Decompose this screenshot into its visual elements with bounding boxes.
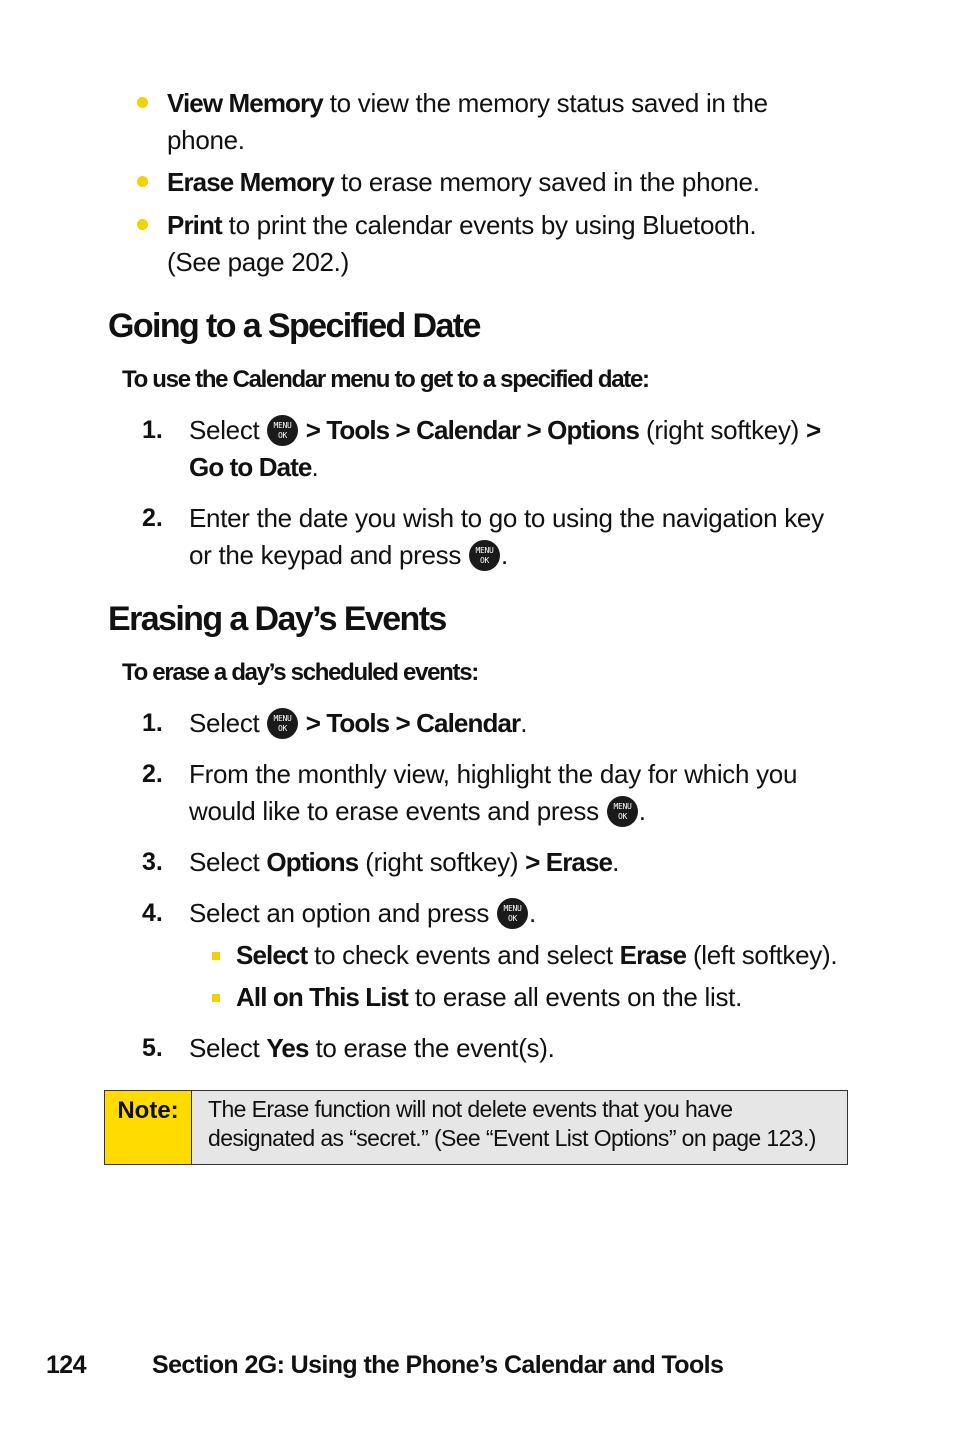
sub-bullet-all-on-list [236, 979, 742, 1016]
menu-ok-key-icon [267, 708, 298, 739]
step-number: 4. [142, 899, 163, 927]
menu-path-tools: Tools [326, 708, 390, 738]
step-line: or the keypad and press [189, 540, 468, 570]
sub-bullet-text: (left softkey). [686, 940, 838, 970]
bullet-text: to erase memory saved in the phone. [333, 167, 760, 197]
step-text [189, 844, 619, 881]
step-word: Select an option and press [189, 898, 496, 928]
bullet-text: to print the calendar events by using Bluetooth. [221, 210, 757, 240]
separator: > [805, 415, 821, 445]
separator: > [299, 708, 327, 738]
svg-text:MENU: MENU [273, 714, 292, 723]
svg-text:MENU: MENU [503, 904, 522, 913]
step-word: (right softkey) [358, 847, 526, 877]
bullet-erase-memory [167, 164, 760, 201]
svg-text:OK: OK [507, 914, 518, 923]
footer-section-title: Section 2G: Using the Phone’s Calendar and Tools [152, 1351, 724, 1379]
menu-path-options: Options [266, 847, 359, 877]
step-text [189, 500, 824, 574]
menu-ok-key-icon [607, 796, 638, 827]
section-heading-erasing-events: Erasing a Day’s Events [108, 600, 446, 638]
step-end: . [612, 847, 620, 877]
bullet-dot [137, 219, 148, 230]
bullet-print [167, 207, 756, 281]
svg-text:MENU: MENU [273, 421, 292, 430]
page-number: 124 [46, 1351, 86, 1379]
bullet-dot [137, 176, 148, 187]
svg-text:MENU: MENU [475, 546, 494, 555]
menu-ok-key-icon [267, 415, 298, 446]
separator: > [389, 415, 417, 445]
bullet-text-cont: phone. [167, 125, 245, 155]
svg-text:MENU: MENU [613, 802, 632, 811]
step-word: Select [189, 415, 267, 445]
step-text [189, 895, 536, 932]
sub-bullet-square [212, 952, 220, 960]
step-line: From the monthly view, highlight the day for which you [189, 759, 798, 789]
bullet-dot [137, 97, 148, 108]
note-label: Note: [105, 1091, 192, 1164]
sub-bullet-text: to check events and select [307, 940, 620, 970]
step-word: Select [189, 847, 267, 877]
separator: > [520, 415, 548, 445]
step-line: would like to erase events and press [189, 796, 606, 826]
step-end: . [529, 898, 536, 928]
option-yes: Yes [266, 1033, 309, 1063]
step-line: Enter the date you wish to go to using the navigation key [189, 503, 824, 533]
separator: > [389, 708, 417, 738]
step-word: Select [189, 1033, 267, 1063]
sub-bullet-term: Erase [619, 940, 687, 970]
menu-path-options: Options [547, 415, 640, 445]
step-text [189, 1030, 555, 1067]
sub-bullet-term: All on This List [236, 982, 408, 1012]
step-number: 5. [142, 1034, 163, 1062]
sub-bullet-select [236, 937, 837, 974]
note-line: designated as “secret.” (See “Event List Options” on page 123.) [208, 1125, 816, 1151]
note-box [104, 1090, 848, 1165]
section-heading-goto-date: Going to a Specified Date [108, 307, 480, 345]
menu-ok-key-icon [497, 898, 528, 929]
step-number: 1. [142, 709, 163, 737]
step-end: . [500, 540, 508, 570]
step-word: Select [189, 708, 267, 738]
svg-text:OK: OK [617, 812, 627, 821]
step-number: 3. [142, 848, 163, 876]
menu-path-goto-date: Go to Date [189, 452, 312, 482]
bullet-term: Erase Memory [167, 167, 334, 197]
sub-bullet-term: Select [236, 940, 308, 970]
step-end: . [520, 708, 528, 738]
step-number: 2. [142, 504, 163, 532]
step-end: to erase the event(s). [308, 1033, 555, 1063]
bullet-term: View Memory [167, 88, 323, 118]
menu-path-tools: Tools [326, 415, 390, 445]
step-number: 1. [142, 416, 163, 444]
step-end: . [311, 452, 319, 482]
sub-bullet-text: to erase all events on the list. [407, 982, 743, 1012]
note-text [208, 1095, 838, 1153]
step-text [189, 756, 797, 830]
bullet-term: Print [167, 210, 222, 240]
step-end: . [638, 796, 646, 826]
menu-ok-key-icon [469, 540, 500, 571]
bullet-view-memory [167, 85, 768, 159]
step-text [189, 705, 527, 742]
svg-text:OK: OK [278, 724, 288, 733]
svg-text:OK: OK [479, 556, 490, 565]
note-line: The Erase function will not delete events that you have [208, 1096, 733, 1122]
step-word: (right softkey) [639, 415, 806, 445]
menu-path-erase: Erase [545, 847, 613, 877]
bullet-text: to view the memory status saved in the [322, 88, 768, 118]
step-text [189, 412, 820, 486]
menu-path-calendar: Calendar [416, 415, 521, 445]
separator: > [299, 415, 327, 445]
sub-bullet-square [212, 994, 220, 1002]
bullet-text-cont: (See page 202.) [167, 247, 349, 277]
menu-path-calendar: Calendar [416, 708, 521, 738]
section-intro: To use the Calendar menu to get to a specified date: [122, 366, 649, 393]
section-intro: To erase a day’s scheduled events: [122, 659, 478, 686]
separator: > [525, 847, 546, 877]
svg-text:OK: OK [278, 431, 288, 440]
step-number: 2. [142, 760, 163, 788]
